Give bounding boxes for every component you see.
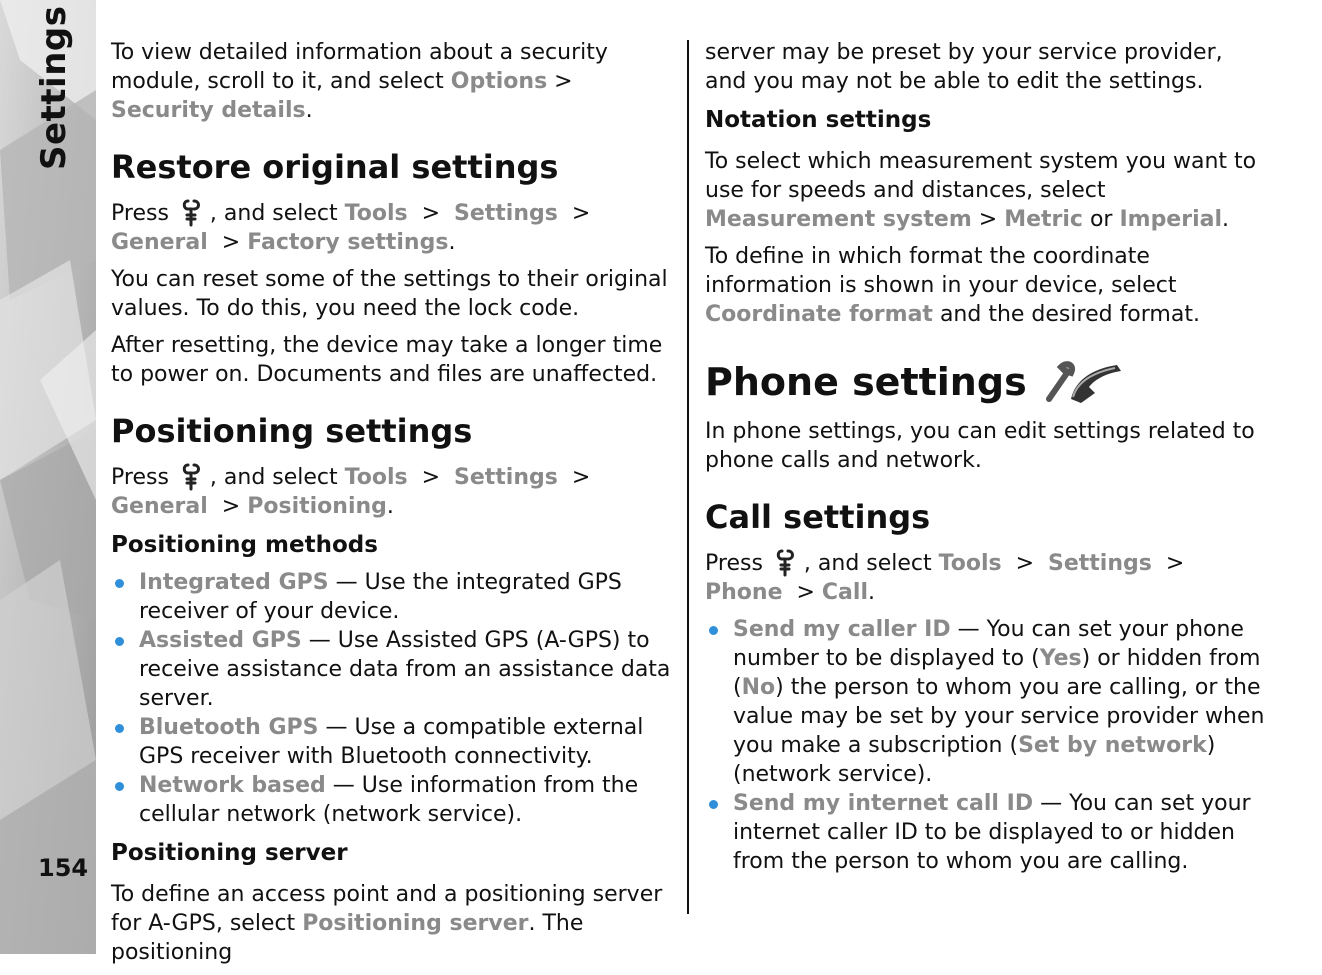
path-item-settings[interactable]: Settings [454, 201, 558, 226]
positioning-methods-heading: Positioning methods [111, 532, 378, 558]
restore-path: Press , and select Tools > Settings > General > Factory settings. [111, 197, 676, 257]
path-item-settings[interactable]: Settings [454, 465, 558, 490]
positioning-server-heading: Positioning server [111, 840, 348, 866]
security-details-link[interactable]: Security details [111, 98, 306, 123]
path-item-factory-settings[interactable]: Factory settings [247, 230, 449, 255]
coordinate-format-link[interactable]: Coordinate format [705, 302, 933, 327]
path-item-settings[interactable]: Settings [1048, 551, 1152, 576]
menu-key-icon [774, 547, 800, 577]
send-caller-id-term[interactable]: Send my caller ID [733, 617, 951, 642]
option-link[interactable]: Options [450, 69, 548, 94]
path-item-positioning[interactable]: Positioning [247, 494, 387, 519]
method-term[interactable]: Network based [139, 773, 326, 798]
measurement-system-link[interactable]: Measurement system [705, 207, 972, 232]
phone-settings-heading: Phone settings [705, 359, 1270, 405]
sidebar [0, 0, 96, 954]
menu-key-icon [180, 197, 206, 227]
section-label: Settings [34, 5, 74, 170]
notation-paragraph-2: To define in which format the coordinate information is shown in your device, select Coordinate format and the desired format. [705, 244, 1200, 327]
method-term[interactable]: Integrated GPS [139, 570, 329, 595]
path-item-tools[interactable]: Tools [344, 465, 408, 490]
continued-paragraph: server may be preset by your service provider, and you may not be able to edit the settings. [705, 40, 1223, 94]
positioning-methods-list [111, 568, 676, 829]
path-item-call[interactable]: Call [821, 580, 868, 605]
left-column [111, 38, 676, 975]
list-item: Send my internet call ID — You can set your internet caller ID to be displayed to or hidden from the person to whom you are calling. [705, 789, 1270, 876]
call-path: Press , and select Tools > Settings > Phone > Call. [705, 547, 1270, 607]
list-item: Assisted GPS — Use Assisted GPS (A-GPS) to receive assistance data from an assistance data server. [111, 626, 676, 713]
positioning-server-paragraph: To define an access point and a positioning server for A-GPS, select Positioning server. The positioning [111, 882, 663, 965]
path-item-tools[interactable]: Tools [344, 201, 408, 226]
notation-heading: Notation settings [705, 107, 932, 133]
yes-option[interactable]: Yes [1039, 646, 1082, 671]
page-number: 154 [38, 854, 89, 882]
call-settings-heading: Call settings [705, 498, 931, 536]
column-divider [687, 40, 689, 914]
restore-heading: Restore original settings [111, 148, 559, 186]
set-by-network-option[interactable]: Set by network [1018, 733, 1207, 758]
phone-settings-icon [1041, 359, 1125, 405]
path-item-phone[interactable]: Phone [705, 580, 783, 605]
path-item-general[interactable]: General [111, 494, 208, 519]
positioning-heading: Positioning settings [111, 412, 473, 450]
notation-paragraph-1: To select which measurement system you want to use for speeds and distances, select Measurement system > Metric or Imperial. [705, 149, 1257, 232]
call-settings-list [705, 615, 1270, 876]
method-term[interactable]: Assisted GPS [139, 628, 302, 653]
path-item-tools[interactable]: Tools [938, 551, 1002, 576]
restore-paragraph-1: You can reset some of the settings to their original values. To do this, you need the lock code. [111, 267, 668, 321]
list-item: Bluetooth GPS — Use a compatible external GPS receiver with Bluetooth connectivity. [111, 713, 676, 771]
restore-paragraph-2: After resetting, the device may take a longer time to power on. Documents and files are unaffected. [111, 333, 663, 387]
positioning-path: Press , and select Tools > Settings > General > Positioning. [111, 461, 676, 521]
right-column [705, 38, 1270, 886]
no-option[interactable]: No [741, 675, 776, 700]
path-item-general[interactable]: General [111, 230, 208, 255]
intro-paragraph: To view detailed information about a security module, scroll to it, and select Options > Security details. [111, 40, 608, 123]
phone-settings-paragraph: In phone settings, you can edit settings related to phone calls and network. [705, 419, 1255, 473]
list-item: Send my caller ID — You can set your phone number to be displayed to (Yes) or hidden from (No) the person to whom you are calling, or the value may be set by your service provider when you make a subscription (Set by network) (network service). [705, 615, 1270, 789]
metric-link[interactable]: Metric [1004, 207, 1083, 232]
menu-key-icon [180, 461, 206, 491]
list-item: Network based — Use information from the cellular network (network service). [111, 771, 676, 829]
imperial-link[interactable]: Imperial [1119, 207, 1223, 232]
list-item: Integrated GPS — Use the integrated GPS receiver of your device. [111, 568, 676, 626]
method-term[interactable]: Bluetooth GPS [139, 715, 319, 740]
positioning-server-link[interactable]: Positioning server [302, 911, 529, 936]
send-internet-call-id-term[interactable]: Send my internet call ID [733, 791, 1034, 816]
